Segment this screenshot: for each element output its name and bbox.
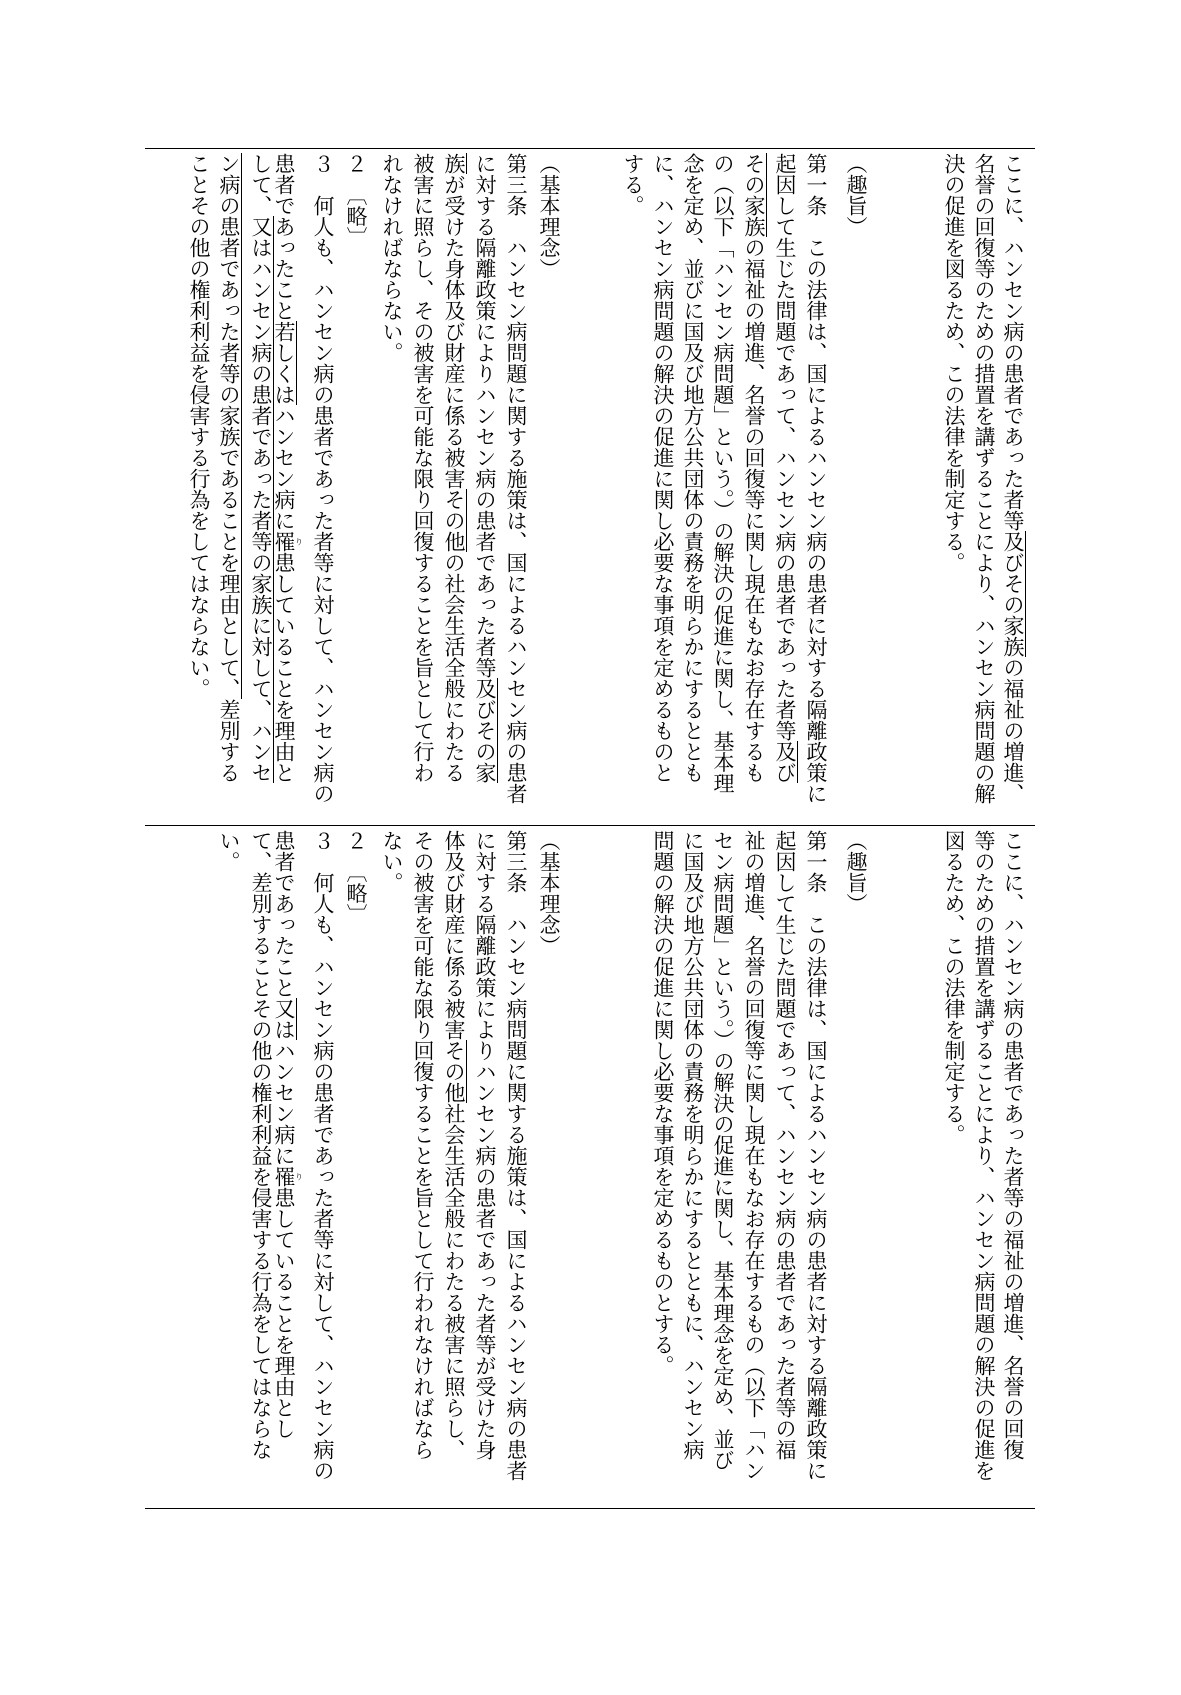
text-line — [504, 153, 527, 804]
text-segment: 患者であったこと — [272, 153, 296, 321]
text-line — [411, 830, 434, 1460]
text-line — [311, 830, 334, 1481]
text-segment: ２ 〔略〕 — [344, 830, 368, 925]
text-segment: 第三条 ハンセン病問題に関する施策は、国によるハンセン病の患者 — [504, 153, 528, 804]
amended-text-sideline: 及び — [773, 741, 797, 783]
text-line — [249, 830, 272, 1460]
text-segment: する。 — [621, 153, 645, 216]
text-line — [217, 830, 240, 872]
text-line — [711, 153, 734, 794]
text-segment: に対する隔離政策によりハンセン病の患者であった者等が受けた身 — [473, 830, 497, 1460]
text-segment: 第一条 この法律は、国によるハンセン病の患者に対する隔離政策に — [804, 153, 828, 804]
table-top-rule — [145, 148, 1035, 149]
text-line — [844, 830, 867, 914]
text-segment: 等のための措置を講ずることにより、ハンセン病問題の解決の促進を — [972, 830, 996, 1481]
text-line — [681, 830, 704, 1460]
text-line — [681, 153, 704, 783]
text-segment: ここに、ハンセン病の患者であった者等の福祉の増進、名誉の回復 — [1001, 830, 1025, 1460]
text-line — [442, 153, 465, 783]
text-line — [272, 153, 304, 783]
text-line — [442, 830, 465, 1460]
text-segment: ハンセン病に — [272, 405, 296, 531]
text-line — [473, 830, 496, 1460]
text-line — [380, 153, 403, 363]
text-segment: 念を定め、並びに国及び地方公共団体の責務を明らかにするととも — [681, 153, 705, 783]
text-segment: ことその他の権利利益を侵害する行為をしてはならない。 — [187, 153, 211, 699]
text-line — [344, 830, 367, 925]
amended-text-sideline: 及びその家族 — [1001, 531, 1025, 657]
text-segment: い。 — [217, 830, 241, 872]
text-line — [380, 830, 403, 893]
text-segment: 患していることを理由とし — [272, 1187, 296, 1439]
text-segment: ２ 〔略〕 — [344, 153, 368, 248]
text-line — [537, 830, 560, 956]
amended-text-sideline: 又はハンセン病の患者であった者等の家族に対して、ハンセ — [249, 216, 273, 783]
text-line — [651, 153, 674, 783]
text-segment: ハンセン病に — [272, 1040, 296, 1166]
text-line — [844, 153, 867, 237]
ruby-reading: り — [294, 531, 304, 552]
text-segment: 被害に照らし、その被害を可能な限り回復することを旨として行わ — [411, 153, 435, 783]
text-line — [742, 830, 765, 1481]
text-segment: 起因して生じた問題であって、ハンセン病の患者であった者等 — [773, 153, 797, 741]
text-segment: 体及び財産に係る被害 — [442, 830, 466, 1040]
amended-text-sideline: その家族 — [742, 153, 766, 237]
text-segment: 社会生活全般にわたる被害に照らし、 — [442, 1103, 466, 1460]
text-line — [621, 153, 644, 216]
text-segment: ここに、ハンセン病の患者であった者等 — [1001, 153, 1025, 531]
text-line — [311, 153, 334, 804]
text-line — [773, 830, 796, 1460]
text-line — [804, 830, 827, 1481]
text-line — [473, 153, 496, 783]
amended-text-sideline: その他 — [442, 1040, 466, 1103]
amended-text-sideline: 族 — [442, 153, 466, 174]
text-line — [249, 153, 272, 783]
text-segment: の福祉の増進、名誉の回復等に関し現在もなお存在するも — [742, 237, 766, 783]
text-segment: 第三条 ハンセン病問題に関する施策は、国によるハンセン病の患者 — [504, 830, 528, 1481]
amended-text-sideline: 及びその家 — [473, 678, 497, 783]
text-segment: 差別する — [217, 699, 241, 783]
text-line — [773, 153, 796, 783]
text-segment: て、差別することその他の権利利益を侵害する行為をしてはならな — [249, 830, 273, 1460]
text-segment: ３ 何人も、ハンセン病の患者であった者等に対して、ハンセン病の — [311, 153, 335, 804]
text-segment: に、ハンセン病問題の解決の促進に関し必要な事項を定めるものと — [651, 153, 675, 783]
text-line — [972, 153, 995, 804]
text-segment: その被害を可能な限り回復することを旨として行われなければなら — [411, 830, 435, 1460]
text-segment: （趣旨） — [844, 153, 868, 237]
text-line — [711, 830, 734, 1471]
text-line — [972, 830, 995, 1481]
text-segment: 祉の増進、名誉の回復等に関し現在もなお存在するもの（以下「ハン — [742, 830, 766, 1481]
text-line — [1001, 830, 1024, 1460]
text-line — [187, 153, 210, 699]
text-segment: れなければならない。 — [380, 153, 404, 363]
ruby-reading: り — [294, 1166, 304, 1187]
text-line — [1001, 153, 1024, 804]
text-segment: 第一条 この法律は、国によるハンセン病の患者に対する隔離政策に — [804, 830, 828, 1481]
text-segment: 図るため、この法律を制定する。 — [942, 830, 966, 1145]
text-segment: に国及び地方公共団体の責務を明らかにするとともに、ハンセン病 — [681, 830, 705, 1460]
text-segment: 患者であったこと — [272, 830, 296, 998]
text-segment: （基本理念） — [537, 830, 561, 956]
text-segment: して、 — [249, 153, 273, 216]
text-line — [504, 830, 527, 1481]
ruby-text: 罹り — [272, 1166, 304, 1187]
text-segment: が受けた身体及び財産に係る被害 — [442, 174, 466, 489]
amended-text-sideline: ン病の患者であった者等の家族であることを理由として、 — [217, 153, 241, 699]
text-line — [272, 830, 304, 1439]
text-line — [651, 830, 674, 1376]
text-segment: 起因して生じた問題であって、ハンセン病の患者であった者等の福 — [773, 830, 797, 1460]
table-bottom-rule — [145, 1508, 1035, 1509]
text-line — [942, 153, 965, 573]
text-segment: 名誉の回復等のための措置を講ずることにより、ハンセン病問題の解 — [972, 153, 996, 804]
text-segment: （趣旨） — [844, 830, 868, 914]
table-middle-rule — [145, 825, 1035, 826]
text-line — [411, 153, 434, 783]
text-line — [804, 153, 827, 804]
text-segment: セン病問題」という。）の解決の促進に関し、基本理念を定め、並び — [711, 830, 735, 1471]
text-segment: 決の促進を図るため、この法律を制定する。 — [942, 153, 966, 573]
text-segment: の（以下「ハンセン病問題」という。）の解決の促進に関し、基本理 — [711, 153, 735, 794]
text-line — [344, 153, 367, 248]
text-line — [942, 830, 965, 1145]
amended-text-sideline: 若しくは — [272, 321, 296, 405]
text-segment: （基本理念） — [537, 153, 561, 279]
text-segment: 患していることを理由と — [272, 552, 296, 783]
amended-text-sideline: その他 — [442, 489, 466, 552]
amended-text-sideline: 又は — [272, 998, 296, 1040]
text-line — [537, 153, 560, 279]
text-segment: の福祉の増進、 — [1001, 657, 1025, 804]
text-segment: ３ 何人も、ハンセン病の患者であった者等に対して、ハンセン病の — [311, 830, 335, 1481]
text-line — [217, 153, 240, 783]
text-segment: の社会生活全般にわたる — [442, 552, 466, 783]
ruby-text: 罹り — [272, 531, 304, 552]
text-segment: に対する隔離政策によりハンセン病の患者であった者等 — [473, 153, 497, 678]
text-line — [742, 153, 765, 783]
text-segment: ない。 — [380, 830, 404, 893]
text-segment: 問題の解決の促進に関し必要な事項を定めるものとする。 — [651, 830, 675, 1376]
